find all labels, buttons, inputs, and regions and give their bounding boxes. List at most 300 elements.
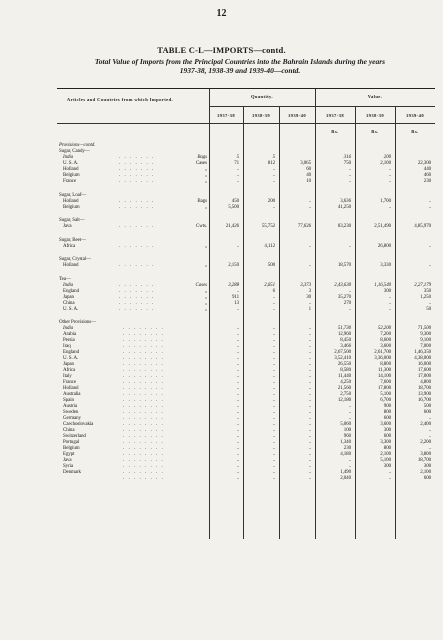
quantity-cell: .. bbox=[236, 404, 239, 409]
leader-dots: . . . . . . . . bbox=[123, 434, 165, 439]
quantity-cell: .. bbox=[236, 428, 239, 433]
quantity-cell: .. bbox=[236, 446, 239, 451]
quantity-cell: .. bbox=[272, 294, 275, 300]
leader-dots: . . . . . . . bbox=[119, 179, 155, 184]
value-cell: .. bbox=[348, 288, 351, 294]
row-label: Portugal bbox=[63, 440, 80, 445]
leader-dots: . . . . . . . . bbox=[123, 470, 165, 475]
quantity-cell: .. bbox=[236, 386, 239, 391]
quantity-cell: .. bbox=[272, 326, 275, 331]
value-cell: 600 bbox=[383, 434, 391, 439]
value-cell: 4,800 bbox=[420, 380, 431, 385]
quantity-cell: .. bbox=[272, 464, 275, 469]
leader-dots: . . . . . . . . bbox=[123, 464, 165, 469]
quantity-cell: .. bbox=[308, 458, 311, 463]
quantity-cell: .. bbox=[272, 332, 275, 337]
quantity-cell: .. bbox=[308, 344, 311, 349]
value-cell: 17,800 bbox=[377, 386, 391, 391]
table-row bbox=[57, 244, 435, 250]
row-label: Czechoslovakia bbox=[63, 422, 94, 427]
quantity-cell: .. bbox=[236, 416, 239, 421]
value-cell: 500 bbox=[423, 404, 431, 409]
quantity-cell: .. bbox=[272, 167, 275, 172]
value-cell: 750 bbox=[343, 161, 351, 166]
row-label: Egypt bbox=[63, 452, 75, 457]
quantity-cell: .. bbox=[236, 380, 239, 385]
quantity-cell: 6 bbox=[272, 288, 275, 294]
value-cell: 5,060 bbox=[340, 422, 351, 427]
value-cell: .. bbox=[388, 300, 391, 306]
quantity-cell: .. bbox=[272, 350, 275, 355]
year-header: 1939-40 bbox=[405, 113, 425, 118]
value-cell: .. bbox=[428, 204, 431, 210]
quantity-cell: .. bbox=[308, 410, 311, 415]
row-label: Java bbox=[63, 458, 72, 463]
unit-label: „ bbox=[204, 179, 207, 184]
unit-label: „ bbox=[204, 306, 207, 312]
value-cell: 50 bbox=[426, 306, 431, 312]
value-cell: 16,700 bbox=[417, 398, 431, 403]
value-cell: 2,100 bbox=[380, 452, 391, 457]
leader-dots: . . . . . . . bbox=[119, 224, 155, 229]
quantity-cell: .. bbox=[272, 404, 275, 409]
quantity-cell: .. bbox=[236, 368, 239, 373]
value-cell: .. bbox=[388, 476, 391, 481]
row-label: Australia bbox=[63, 392, 81, 397]
quantity-cell: .. bbox=[272, 428, 275, 433]
quantity-cell: .. bbox=[308, 428, 311, 433]
quantity-cell: .. bbox=[308, 198, 311, 204]
value-cell: .. bbox=[428, 263, 431, 268]
row-label: Provisions—contd. bbox=[59, 143, 96, 148]
unit-label: Cases bbox=[195, 282, 207, 288]
row-label: India bbox=[63, 326, 74, 331]
value-cell: 300 bbox=[423, 464, 431, 469]
value-cell: 26,550 bbox=[337, 362, 351, 367]
row-label: Italy bbox=[63, 374, 72, 379]
value-cell: 51,730 bbox=[337, 326, 351, 331]
quantity-cell: .. bbox=[236, 326, 239, 331]
value-cell: 7,000 bbox=[420, 344, 431, 349]
value-cell: .. bbox=[428, 300, 431, 306]
leader-dots: . . . . . . . . bbox=[123, 398, 165, 403]
row-label: Sugar, Beet— bbox=[59, 237, 86, 243]
leader-dots: . . . . . . . . bbox=[123, 428, 165, 433]
quantity-cell: .. bbox=[236, 306, 239, 312]
leader-dots: . . . . . . . bbox=[119, 204, 155, 210]
row-label: France bbox=[63, 179, 77, 184]
leader-dots: . . . . . . . bbox=[119, 300, 155, 306]
value-cell: 300 bbox=[383, 288, 391, 294]
quantity-cell: .. bbox=[236, 410, 239, 415]
row-label: Syria bbox=[63, 464, 74, 469]
value-cell: 460 bbox=[423, 173, 431, 178]
leader-dots: . . . . . . . . bbox=[123, 452, 165, 457]
quantity-cell: 812 bbox=[267, 161, 275, 166]
quantity-cell: 2,651 bbox=[264, 282, 275, 288]
row-label: Iraq bbox=[63, 344, 71, 349]
value-cell: 4,250 bbox=[340, 380, 351, 385]
quantity-cell: .. bbox=[308, 326, 311, 331]
quantity-cell: .. bbox=[308, 422, 311, 427]
leader-dots: . . . . . . . bbox=[119, 288, 155, 294]
quantity-cell: 3,065 bbox=[300, 161, 311, 166]
value-cell: .. bbox=[348, 243, 351, 249]
quantity-cell: .. bbox=[272, 362, 275, 367]
value-cell: 8,580 bbox=[340, 368, 351, 373]
row-label: Germany bbox=[63, 416, 81, 421]
table-row bbox=[57, 263, 435, 269]
value-cell: 35,270 bbox=[337, 294, 351, 300]
leader-dots: . . . . . . . bbox=[119, 155, 155, 160]
unit-label: „ bbox=[204, 243, 207, 249]
leader-dots: . . . . . . . . bbox=[123, 392, 165, 397]
quantity-cell: .. bbox=[308, 300, 311, 306]
quantity-cell: 30 bbox=[306, 294, 311, 300]
unit-label: „ bbox=[204, 300, 207, 306]
quantity-cell: .. bbox=[308, 398, 311, 403]
quantity-cell: .. bbox=[236, 458, 239, 463]
row-label: Belgium bbox=[63, 173, 80, 178]
leader-dots: . . . . . . . bbox=[119, 263, 155, 268]
quantity-cell: .. bbox=[272, 458, 275, 463]
value-cell: 17,000 bbox=[417, 374, 431, 379]
table-title: TABLE C-L—IMPORTS—contd. bbox=[157, 45, 286, 55]
value-cell: 17,600 bbox=[417, 368, 431, 373]
value-cell: 2,51,490 bbox=[374, 224, 391, 229]
value-cell: 12,960 bbox=[337, 332, 351, 337]
table-row bbox=[57, 476, 435, 482]
quantity-cell: .. bbox=[272, 476, 275, 481]
quantity-cell: 60 bbox=[306, 167, 311, 172]
value-cell: .. bbox=[348, 404, 351, 409]
leader-dots: . . . . . . . . bbox=[123, 350, 165, 355]
value-cell: 18,570 bbox=[337, 263, 351, 268]
value-cell: 600 bbox=[423, 476, 431, 481]
row-label: Holland bbox=[63, 198, 79, 204]
value-cell: 300 bbox=[383, 428, 391, 433]
value-cell: 2,100 bbox=[380, 161, 391, 166]
row-label: Switzerland bbox=[63, 434, 86, 439]
value-cell: 3,600 bbox=[380, 344, 391, 349]
currency-label: Rs. bbox=[411, 129, 419, 134]
value-cell: 7,200 bbox=[380, 332, 391, 337]
leader-dots: . . . . . . . bbox=[119, 161, 155, 166]
quantity-header: Quantity. bbox=[250, 94, 274, 99]
quantity-cell: 450 bbox=[231, 198, 239, 204]
leader-dots: . . . . . . . . bbox=[123, 368, 165, 373]
value-cell: 41,250 bbox=[337, 204, 351, 210]
quantity-cell: .. bbox=[308, 368, 311, 373]
row-label: Holland bbox=[63, 386, 79, 391]
row-label: England bbox=[63, 288, 79, 294]
year-header: 1938-39 bbox=[251, 113, 271, 118]
page-number: 12 bbox=[216, 8, 227, 19]
value-cell: 14,100 bbox=[377, 374, 391, 379]
row-label: India bbox=[63, 155, 74, 160]
leader-dots: . . . . . . . . bbox=[123, 326, 165, 331]
value-cell: .. bbox=[388, 179, 391, 184]
value-cell: .. bbox=[428, 428, 431, 433]
value-cell: 2,750 bbox=[340, 392, 351, 397]
value-cell: 960 bbox=[343, 434, 351, 439]
table-row bbox=[57, 224, 435, 230]
quantity-cell: 500 bbox=[267, 263, 275, 268]
row-label: India bbox=[63, 282, 74, 288]
value-cell: 4,85,970 bbox=[414, 224, 431, 229]
leader-dots: . . . . . . . bbox=[119, 198, 155, 204]
value-cell: 8,600 bbox=[380, 338, 391, 343]
value-cell: .. bbox=[388, 306, 391, 312]
quantity-cell: 13 bbox=[234, 300, 239, 306]
quantity-cell: .. bbox=[272, 416, 275, 421]
quantity-cell: .. bbox=[236, 356, 239, 361]
quantity-cell: 1 bbox=[308, 306, 311, 312]
value-cell: 600 bbox=[383, 416, 391, 421]
row-label: China bbox=[63, 300, 75, 306]
currency-label: Rs. bbox=[371, 129, 379, 134]
value-cell: 18,700 bbox=[417, 386, 431, 391]
unit-label: „ bbox=[204, 167, 207, 172]
value-cell: 71,500 bbox=[417, 326, 431, 331]
leader-dots: . . . . . . . . bbox=[123, 356, 165, 361]
value-cell: 1,46,350 bbox=[414, 350, 431, 355]
table-row bbox=[57, 307, 435, 313]
row-label: Denmark bbox=[63, 470, 81, 475]
leader-dots: . . . . . . . . bbox=[123, 404, 165, 409]
value-cell: .. bbox=[348, 167, 351, 172]
value-header: Value. bbox=[367, 94, 383, 99]
imports-table bbox=[57, 88, 435, 539]
quantity-cell: .. bbox=[236, 288, 239, 294]
value-cell: 22,300 bbox=[417, 161, 431, 166]
quantity-cell: .. bbox=[308, 350, 311, 355]
value-cell: .. bbox=[388, 167, 391, 172]
value-cell: 350 bbox=[423, 288, 431, 294]
row-label: Holland bbox=[63, 167, 79, 172]
value-cell: 316 bbox=[343, 155, 351, 160]
leader-dots: . . . . . . . bbox=[119, 294, 155, 300]
value-cell: 900 bbox=[383, 404, 391, 409]
quantity-cell: .. bbox=[308, 392, 311, 397]
row-label: Persia bbox=[63, 338, 75, 343]
value-cell: .. bbox=[428, 416, 431, 421]
leader-dots: . . . . . . . . bbox=[123, 422, 165, 427]
row-label: Holland bbox=[63, 263, 79, 268]
quantity-cell: .. bbox=[308, 464, 311, 469]
quantity-cell: .. bbox=[236, 392, 239, 397]
quantity-cell: .. bbox=[308, 356, 311, 361]
value-cell: 83,230 bbox=[337, 224, 351, 229]
year-header: 1938-39 bbox=[365, 113, 385, 118]
value-cell: 440 bbox=[423, 167, 431, 172]
quantity-cell: .. bbox=[308, 204, 311, 210]
row-label: Sugar, Salt— bbox=[59, 218, 85, 223]
quantity-cell: 911 bbox=[231, 294, 239, 300]
value-cell: 1,16,540 bbox=[374, 282, 391, 288]
quantity-cell: .. bbox=[308, 416, 311, 421]
quantity-cell: .. bbox=[236, 440, 239, 445]
subtitle-line-1: Total Value of Imports from the Principal Countries into the Bahrain Islands during the years bbox=[94, 57, 386, 66]
quantity-cell: .. bbox=[308, 452, 311, 457]
quantity-cell: .. bbox=[236, 422, 239, 427]
leader-dots: . . . . . . . bbox=[119, 167, 155, 172]
value-cell: .. bbox=[348, 306, 351, 312]
quantity-cell: .. bbox=[272, 380, 275, 385]
quantity-cell: 3,288 bbox=[228, 282, 239, 288]
quantity-cell: 4,112 bbox=[264, 243, 275, 249]
unit-label: Bags bbox=[197, 198, 207, 204]
row-label: Africa bbox=[63, 368, 76, 373]
value-cell: .. bbox=[388, 204, 391, 210]
quantity-cell: 40 bbox=[306, 173, 311, 178]
value-cell: 3,636 bbox=[340, 198, 351, 204]
table-row bbox=[57, 205, 435, 211]
quantity-cell: .. bbox=[236, 434, 239, 439]
row-label: Africa bbox=[63, 243, 76, 249]
leader-dots: . . . . . . . . bbox=[123, 416, 165, 421]
unit-label: „ bbox=[204, 288, 207, 294]
quantity-cell: .. bbox=[308, 332, 311, 337]
leader-dots: . . . . . . . . bbox=[123, 362, 165, 367]
quantity-cell: 5,500 bbox=[228, 204, 239, 210]
row-label: Belgium bbox=[63, 204, 80, 210]
value-cell: 2,100 bbox=[420, 470, 431, 475]
quantity-cell: 77,626 bbox=[297, 224, 311, 229]
value-cell: .. bbox=[348, 179, 351, 184]
leader-dots: . . . . . . . . bbox=[123, 374, 165, 379]
value-cell: 9,100 bbox=[420, 338, 431, 343]
quantity-cell: .. bbox=[272, 452, 275, 457]
quantity-cell: .. bbox=[308, 374, 311, 379]
quantity-cell: .. bbox=[236, 452, 239, 457]
value-cell: 4,180 bbox=[340, 452, 351, 457]
unit-label: „ bbox=[204, 173, 207, 178]
quantity-cell: .. bbox=[308, 470, 311, 475]
row-label: Other Provisions— bbox=[59, 320, 97, 325]
quantity-cell: 3,373 bbox=[300, 282, 311, 288]
value-cell: 270 bbox=[343, 300, 351, 306]
quantity-cell: .. bbox=[272, 338, 275, 343]
row-label: Arabia bbox=[63, 332, 77, 337]
quantity-cell: .. bbox=[272, 374, 275, 379]
value-cell: 300 bbox=[383, 464, 391, 469]
leader-dots: . . . . . . . . bbox=[123, 332, 165, 337]
quantity-cell: .. bbox=[272, 204, 275, 210]
value-cell: 3,52,410 bbox=[334, 356, 351, 361]
leader-dots: . . . . . . . bbox=[119, 282, 155, 288]
quantity-cell: 55,752 bbox=[261, 224, 275, 229]
value-cell: 3,466 bbox=[340, 344, 351, 349]
row-label: Belgium bbox=[63, 446, 80, 451]
row-label: Austria bbox=[63, 404, 78, 409]
quantity-cell: 200 bbox=[267, 198, 275, 204]
row-label: Japan bbox=[63, 362, 74, 367]
row-label: Sugar, Crystal— bbox=[59, 257, 91, 262]
value-cell: 230 bbox=[343, 446, 351, 451]
quantity-cell: .. bbox=[308, 243, 311, 249]
quantity-cell: .. bbox=[272, 173, 275, 178]
quantity-cell: .. bbox=[236, 476, 239, 481]
quantity-cell: .. bbox=[236, 173, 239, 178]
quantity-cell: .. bbox=[308, 476, 311, 481]
table-subtitle bbox=[40, 57, 440, 75]
header-rule bbox=[57, 123, 435, 124]
value-cell: .. bbox=[428, 243, 431, 249]
quantity-cell: .. bbox=[272, 386, 275, 391]
leader-dots: . . . . . . . . bbox=[123, 386, 165, 391]
quantity-cell: .. bbox=[272, 392, 275, 397]
quantity-cell: .. bbox=[236, 179, 239, 184]
quantity-cell: .. bbox=[272, 446, 275, 451]
quantity-cell: .. bbox=[236, 362, 239, 367]
quantity-cell: 21,426 bbox=[225, 224, 239, 229]
value-cell: 21,560 bbox=[337, 386, 351, 391]
leader-dots: . . . . . . . . bbox=[123, 344, 165, 349]
quantity-cell: .. bbox=[308, 386, 311, 391]
leader-dots: . . . . . . . bbox=[119, 243, 155, 249]
value-cell: 5,100 bbox=[380, 458, 391, 463]
quantity-cell: 5 bbox=[236, 155, 239, 160]
row-label: Java bbox=[63, 224, 72, 229]
value-cell: 600 bbox=[423, 410, 431, 415]
value-cell: 18,700 bbox=[417, 458, 431, 463]
row-label: England bbox=[63, 350, 79, 355]
value-cell: 6,700 bbox=[380, 398, 391, 403]
quantity-cell: .. bbox=[308, 380, 311, 385]
unit-label: „ bbox=[204, 263, 207, 268]
table-row bbox=[57, 179, 435, 185]
year-header: 1937-38 bbox=[216, 113, 236, 118]
value-cell: 800 bbox=[383, 410, 391, 415]
value-cell: 3,600 bbox=[380, 422, 391, 427]
quantity-cell: 71 bbox=[234, 161, 239, 166]
value-cell: .. bbox=[348, 173, 351, 178]
value-cell: 2,43,630 bbox=[334, 282, 351, 288]
leader-dots: . . . . . . . bbox=[119, 173, 155, 178]
unit-label: „ bbox=[204, 294, 207, 300]
leader-dots: . . . . . . . . bbox=[123, 476, 165, 481]
value-cell: .. bbox=[388, 173, 391, 178]
value-cell: 52,200 bbox=[377, 326, 391, 331]
quantity-cell: 2,150 bbox=[228, 263, 239, 268]
articles-header: Articles and Countries from which Imported. bbox=[66, 97, 174, 102]
subtitle-line-2: 1937-38, 1938-39 and 1939-40—contd. bbox=[179, 66, 301, 75]
quantity-cell: .. bbox=[308, 404, 311, 409]
quantity-cell: .. bbox=[272, 300, 275, 306]
value-cell: 13,900 bbox=[417, 392, 431, 397]
row-label: U. S. A. bbox=[63, 356, 79, 361]
quantity-cell: .. bbox=[272, 470, 275, 475]
value-cell: .. bbox=[348, 458, 351, 463]
unit-label: Cases bbox=[195, 161, 207, 166]
row-label: U. S. A. bbox=[63, 161, 79, 166]
value-cell: 1,250 bbox=[420, 294, 431, 300]
value-cell: 9,300 bbox=[420, 332, 431, 337]
value-cell: 800 bbox=[383, 446, 391, 451]
quantity-cell: 10 bbox=[306, 179, 311, 184]
row-label: Japan bbox=[63, 294, 74, 300]
unit-label: „ bbox=[204, 204, 207, 210]
value-cell: 16,000 bbox=[417, 362, 431, 367]
currency-label: Rs. bbox=[331, 129, 339, 134]
value-cell: .. bbox=[348, 410, 351, 415]
quantity-cell: .. bbox=[236, 374, 239, 379]
leader-dots: . . . . . . . . bbox=[123, 446, 165, 451]
value-cell: .. bbox=[388, 294, 391, 300]
quantity-cell: .. bbox=[236, 338, 239, 343]
value-cell: 2,040 bbox=[340, 476, 351, 481]
